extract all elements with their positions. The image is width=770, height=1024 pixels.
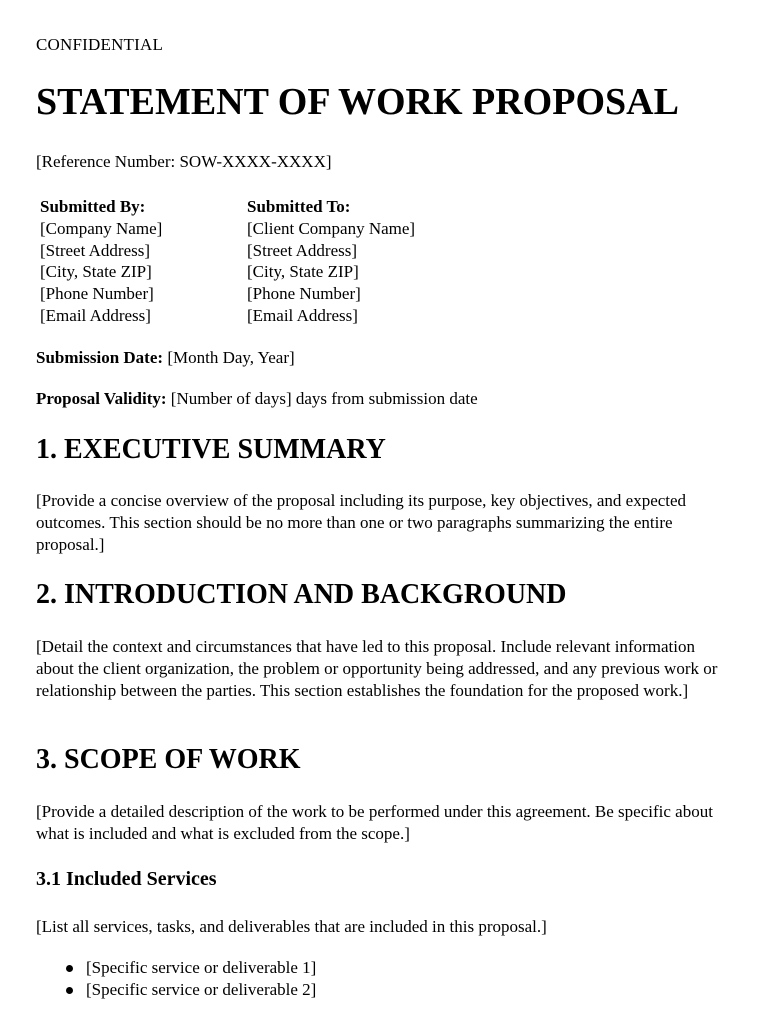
bullet-icon [66,987,73,994]
introduction-body: [Detail the context and circumstances that have led to this proposal. Include relevant information about the client organization, the problem or opportunity being addressed, and any previous work or relationship between the parties. This section establishes the foundation for the proposed work.] [36,637,718,700]
submission-date-value: [Month Day, Year] [163,348,295,367]
bullet-icon [66,965,73,972]
scope-heading: 3. SCOPE OF WORK [36,744,301,775]
submitted-by-heading: Submitted By: [40,197,146,216]
executive-summary-body: [Provide a concise overview of the proposal including its purpose, key objectives, and expected outcomes. This section should be no more than one or two paragraphs summarizing the entire proposal.] [36,491,687,554]
scope-body: [Provide a detailed description of the work to be performed under this agreement. Be specific about what is included and what is excluded from the scope.] [36,802,713,843]
reference-number: [Reference Number: SOW-XXXX-XXXX] [36,152,332,171]
submitted-by-street: [Street Address] [40,240,151,260]
submitted-to-block [247,196,415,327]
submitted-to-company: [Client Company Name] [247,218,416,238]
included-services-body: [List all services, tasks, and deliverables that are included in this proposal.] [36,917,547,936]
list-item [36,957,316,979]
included-services-list [36,957,316,1001]
submitted-by-block [40,196,247,327]
proposal-validity-label: Proposal Validity: [36,389,167,408]
proposal-validity [36,389,478,409]
list-item-text: [Specific service or deliverable 1] [86,958,317,977]
parties-block [40,196,415,327]
submitted-to-email: [Email Address] [247,305,358,325]
submitted-by-company: [Company Name] [40,218,163,238]
submitted-to-street: [Street Address] [247,240,358,260]
included-services-heading: 3.1 Included Services [36,868,217,890]
introduction-heading: 2. INTRODUCTION AND BACKGROUND [36,579,567,610]
submitted-to-phone: [Phone Number] [247,284,361,304]
proposal-validity-value: [Number of days] days from submission date [166,389,478,408]
submitted-by-email: [Email Address] [40,305,151,325]
submission-date [36,348,295,368]
submission-date-label: Submission Date: [36,348,164,367]
list-item-text: [Specific service or deliverable 2] [86,980,317,999]
submitted-to-city: [City, State ZIP] [247,262,359,282]
list-item [36,979,316,1001]
confidential-label: CONFIDENTIAL [36,35,164,54]
executive-summary-heading: 1. EXECUTIVE SUMMARY [36,434,386,465]
submitted-by-phone: [Phone Number] [40,284,154,304]
document-title: STATEMENT OF WORK PROPOSAL [36,81,679,123]
submitted-to-heading: Submitted To: [247,197,351,216]
submitted-by-city: [City, State ZIP] [40,262,152,282]
